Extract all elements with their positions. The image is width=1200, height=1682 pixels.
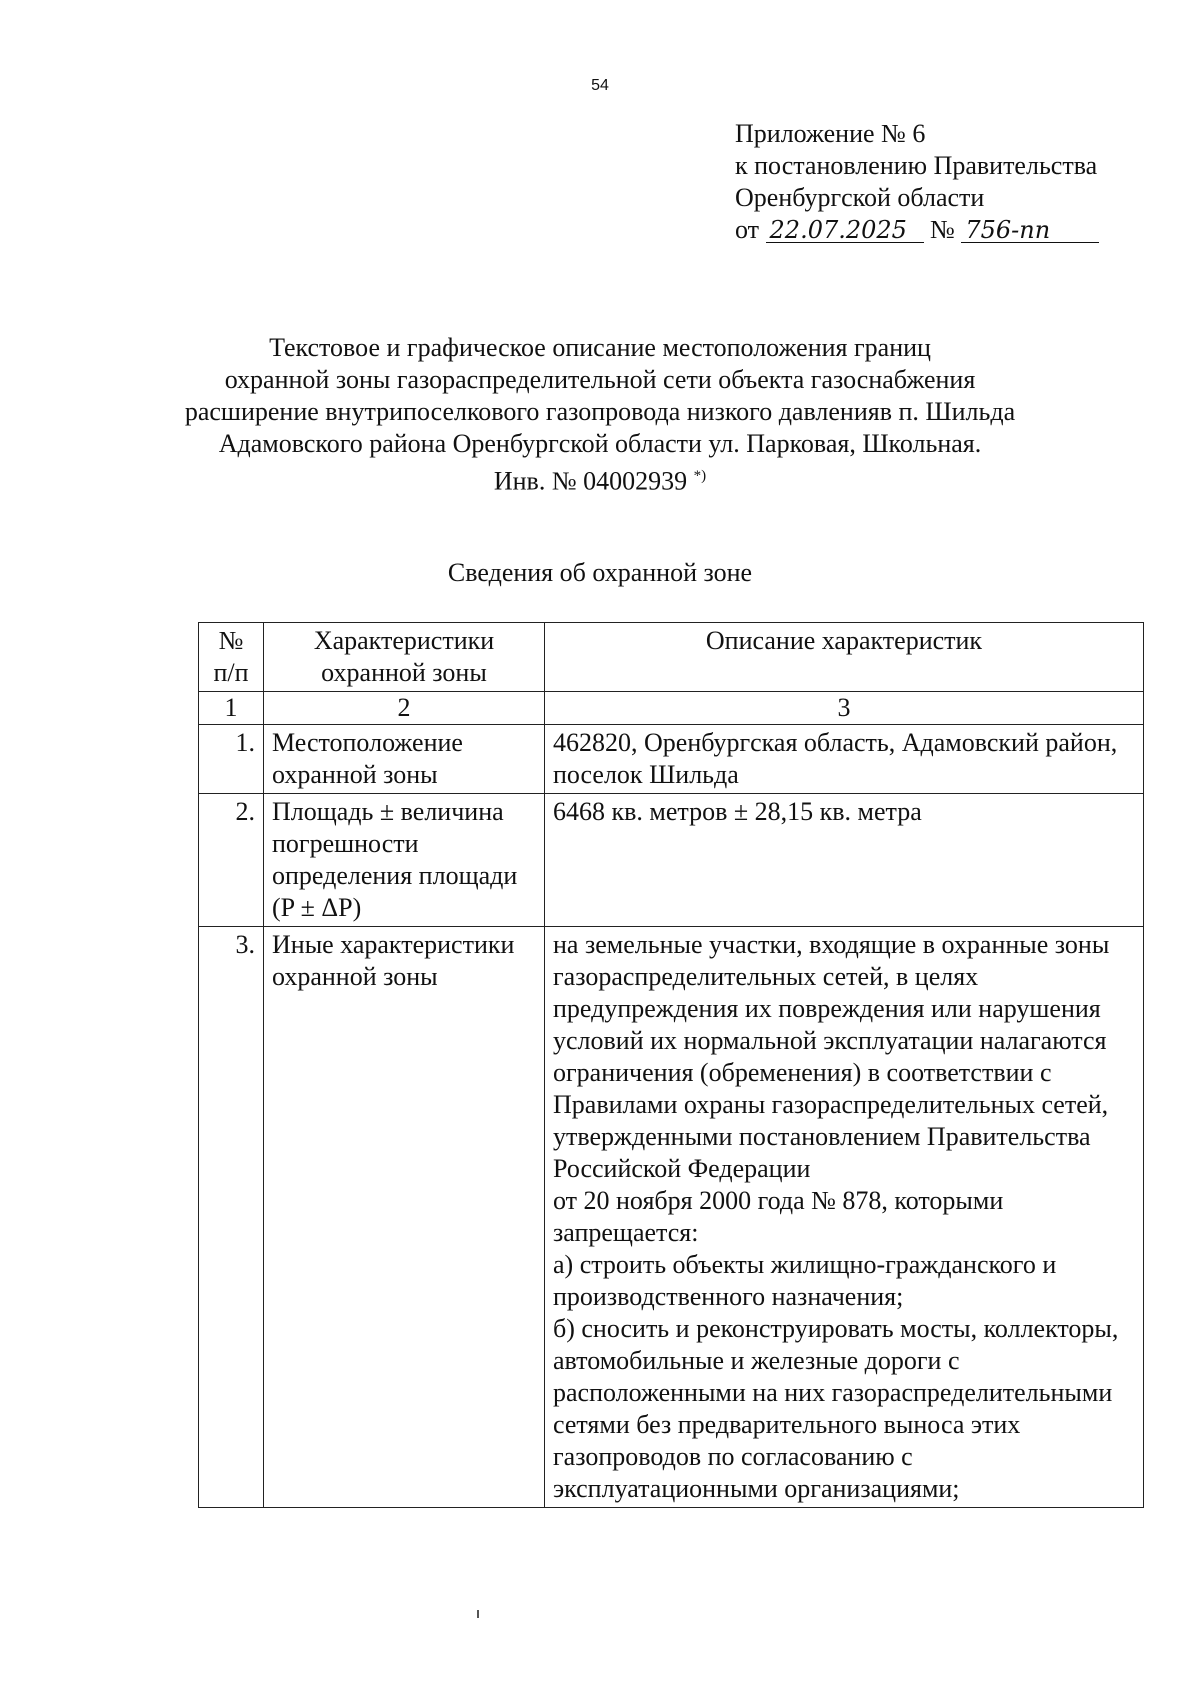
header-characteristic: Характеристики охранной зоны: [264, 623, 545, 692]
section-title: Сведения об охранной зоне: [447, 558, 753, 587]
row-num: 3.: [199, 927, 264, 1508]
column-number: 2: [264, 692, 545, 725]
handwritten-date: 22.07.2025: [766, 218, 924, 243]
title-line-2: охранной зоны газораспределительной сети объекта газоснабжения: [224, 365, 976, 394]
appendix-line-2: к постановлению Правительства: [735, 151, 1098, 180]
appendix-header: [735, 118, 1099, 246]
from-label: от: [735, 215, 760, 244]
protection-zone-table: [198, 622, 1144, 1508]
row-characteristic: Иные характеристики охранной зоны: [264, 927, 545, 1508]
appendix-line-1: Приложение № 6: [735, 119, 926, 148]
title-line-1: Текстовое и графическое описание местоположения границ: [269, 333, 931, 362]
table-row: [199, 725, 1144, 794]
header-num: № п/п: [199, 623, 264, 692]
column-number-row: [199, 692, 1144, 725]
appendix-line-3: Оренбургской области: [735, 183, 985, 212]
footnote-mark: *): [693, 468, 707, 484]
row-characteristic: Местоположение охранной зоны: [264, 725, 545, 794]
table-row: [199, 794, 1144, 927]
number-label: №: [930, 215, 955, 244]
column-number: 3: [545, 692, 1144, 725]
row-description: 462820, Оренбургская область, Адамовский район, поселок Шильда: [545, 725, 1144, 794]
document-title: [0, 332, 1200, 498]
title-line-5: [0, 460, 1200, 498]
row-characteristic: Площадь ± величина погрешности определения площади (P ± ΔP): [264, 794, 545, 927]
row-description: на земельные участки, входящие в охранные зоны газораспределительных сетей, в целях предупреждения их повреждения или нарушения условий их нормальной эксплуатации налагаются ограничения (обременения) в соответствии с Правилами охраны газораспределительных сетей, утвержденными постановлением Правительства Российской Федерации от 20 ноября 2000 года № 878, которыми запрещается: а) строить объекты жилищно-гражданского и производственного назначения; б) сносить и реконструировать мосты, коллекторы, автомобильные и железные дороги с расположенными на них газораспределительными сетями без предварительного выноса этих газопроводов по согласованию с эксплуатационными организациями;: [545, 927, 1144, 1508]
title-line-4: Адамовского района Оренбургской области ул. Парковая, Школьная.: [218, 429, 982, 458]
row-num: 2.: [199, 794, 264, 927]
table-header-row: [199, 623, 1144, 692]
title-line-3: расширение внутрипоселкового газопровода низкого давленияв п. Шильда: [184, 397, 1016, 426]
header-description: Описание характеристик: [545, 623, 1144, 692]
row-description: 6468 кв. метров ± 28,15 кв. метра: [545, 794, 1144, 927]
scan-mark: [477, 1610, 479, 1618]
page-number: 54: [591, 77, 609, 94]
column-number: 1: [199, 692, 264, 725]
table-row: [199, 927, 1144, 1508]
handwritten-number: 756-пп: [961, 218, 1099, 243]
row-num: 1.: [199, 725, 264, 794]
inventory-number: Инв. № 04002939: [493, 466, 688, 496]
appendix-line-date: [735, 214, 1099, 246]
